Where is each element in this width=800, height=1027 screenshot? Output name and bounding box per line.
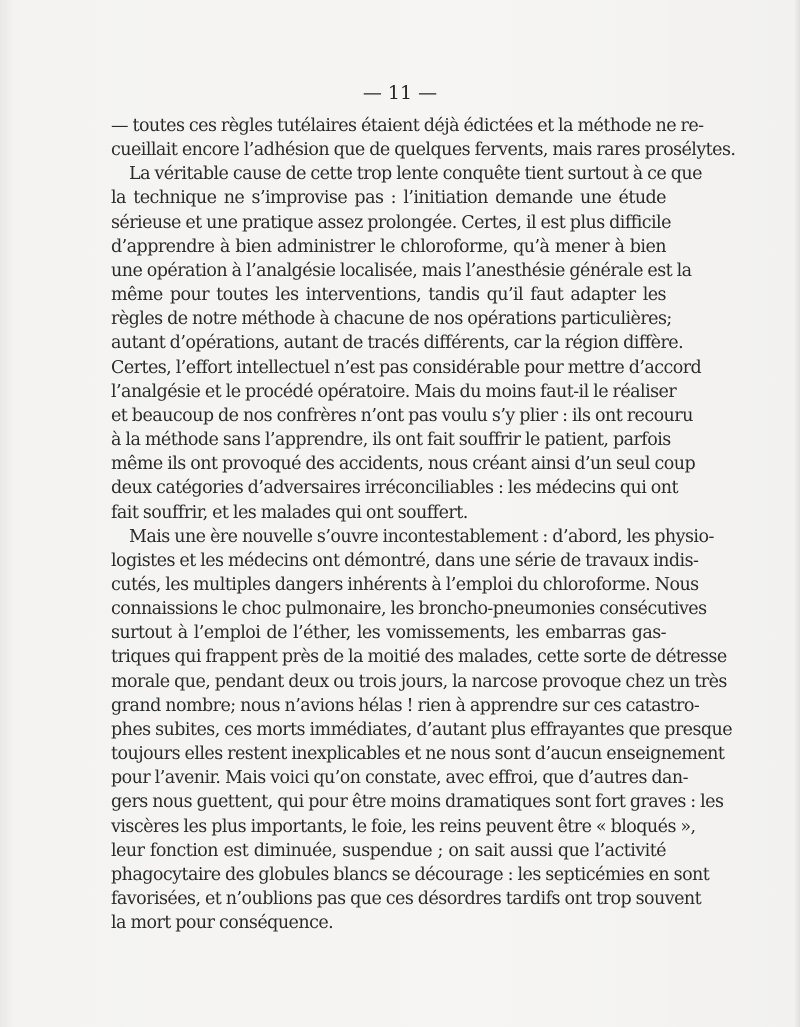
text-line: surtout à l’emploi de l’éther, les vomissements, les embarras gas- (111, 623, 666, 644)
text-line: gers nous guettent, qui pour être moins dramatiques sont fort graves : les (111, 792, 724, 813)
text-line: autant d’opérations, autant de tracés différents, car la région diffère. (111, 333, 684, 354)
text-line: Mais une ère nouvelle s’ouvre incontestablement : d’abord, les physio- (129, 526, 714, 547)
text-line: triques qui frappent près de la moitié des malades, cette sorte de détresse (111, 647, 727, 668)
text-line: grand nombre; nous n’avions hélas ! rien à apprendre sur ces catastro- (111, 695, 700, 716)
paragraph (111, 525, 733, 936)
text-line: même ils ont provoqué des accidents, nous créant ainsi d’un seul coup (111, 454, 696, 475)
text-line: une opération à l’analgésie localisée, mais l’anesthésie générale est la (111, 260, 692, 281)
text-line: favorisées, et n’oublions pas que ces désordres tardifs ont trop souvent (111, 889, 702, 909)
text-line: phagocytaire des globules blancs se décourage : les septicémies en sont (111, 864, 710, 885)
text-line: cutés, les multiples dangers inhérents à l’emploi du chloroforme. Nous (111, 574, 699, 595)
text-line: leur fonction est diminuée, suspendue ; on sait aussi que l’activité (111, 840, 666, 861)
page-number: — 11 — (362, 82, 438, 104)
text-line: même pour toutes les interventions, tandis qu’il faut adapter les (111, 285, 666, 306)
text-line: l’analgésie et le procédé opératoire. Mais du moins faut-il le réaliser (111, 381, 677, 402)
text-line: deux catégories d’adversaires irréconciliables : les médecins qui ont (111, 478, 678, 499)
text-line: sérieuse et une pratique assez prolongée. Certes, il est plus difficile (111, 212, 671, 233)
text-line: viscères les plus importants, le foie, les reins peuvent être « bloqués », (111, 816, 696, 837)
text-line: et beaucoup de nos confrères n’ont pas voulu s’y plier : ils ont recouru (111, 405, 693, 426)
text-line: cueillait encore l’adhésion que de quelques fervents, mais rares prosélytes. (111, 140, 736, 161)
text-line: logistes et les médecins ont démontré, dans une série de travaux indis- (111, 550, 699, 571)
text-line: à la méthode sans l’apprendre, ils ont fait souffrir le patient, parfois (111, 430, 671, 451)
text-line: pour l’avenir. Mais voici qu’on constate, avec effroi, que d’autres dan- (111, 768, 689, 789)
body-text (111, 114, 736, 935)
text-line: phes subites, ces morts immédiates, d’autant plus effrayantes que presque (111, 719, 733, 740)
text-line: règles de notre méthode à chacune de nos opérations particulières; (111, 309, 672, 330)
text-line: fait souffrir, et les malades qui ont souffert. (111, 502, 468, 523)
text-line: toujours elles restent inexplicables et ne nous sont d’aucun enseignement (111, 744, 725, 765)
text-line: la technique ne s’improvise pas : l’initiation demande une étude (111, 188, 666, 209)
text-line: Certes, l’effort intellectuel n’est pas considérable pour mettre d’accord (111, 357, 702, 378)
text-line: la mort pour conséquence. (111, 913, 334, 934)
paragraph (111, 162, 702, 524)
text-line: — toutes ces règles tutélaires étaient déjà édictées et la méthode ne re- (111, 116, 704, 136)
text-line: connaissions le choc pulmonaire, les broncho-pneumonies consécutives (111, 599, 707, 620)
text-line: d’apprendre à bien administrer le chloroforme, qu’à mener à bien (111, 236, 666, 257)
page-edge-shadow (794, 0, 800, 1027)
paragraph (111, 114, 736, 162)
text-line: morale que, pendant deux ou trois jours, la narcose provoque chez un très (111, 671, 727, 692)
text-line: La véritable cause de cette trop lente conquête tient surtout à ce que (129, 164, 702, 185)
